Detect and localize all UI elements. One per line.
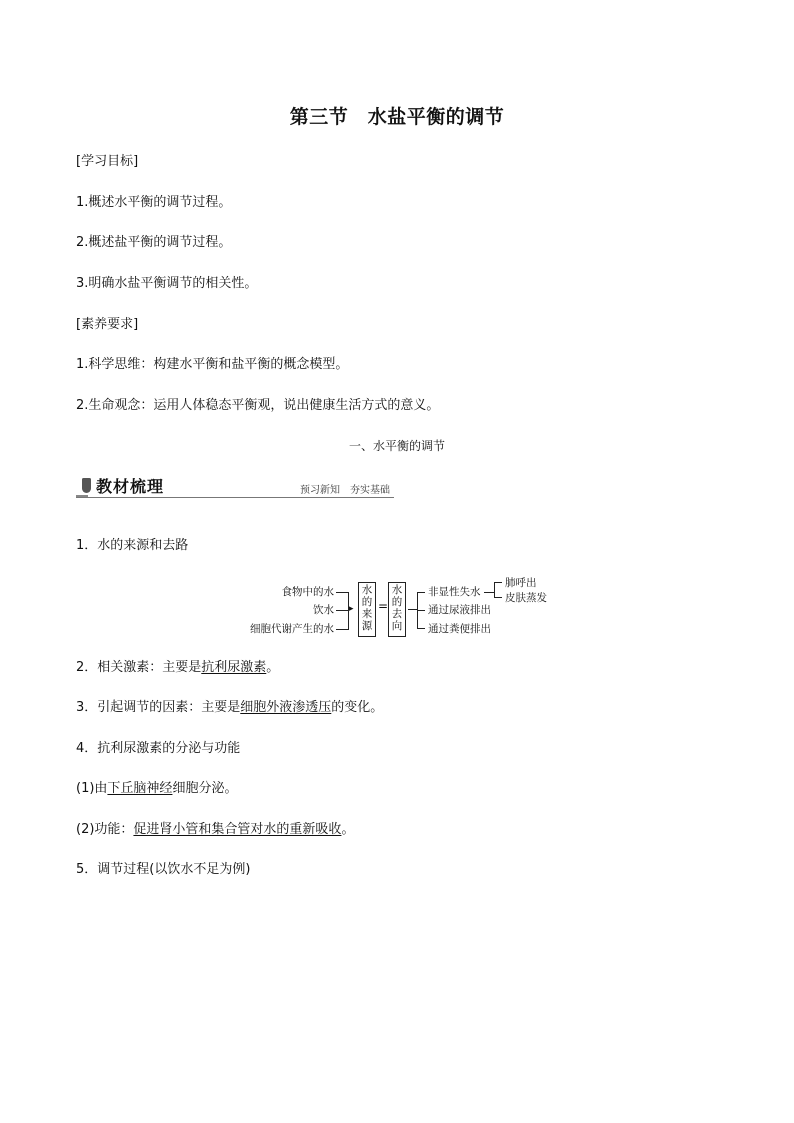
water-source-box: 水 的 来 源: [358, 582, 376, 637]
bookmark-icon: [82, 478, 91, 493]
literacy-item-2: 2.生命观念：运用人体稳态平衡观，说出健康生活方式的意义。: [76, 398, 440, 413]
point-4-2: (2)功能：促进肾小管和集合管对水的重新吸收。: [76, 822, 355, 837]
answer-osmotic-pressure: 细胞外液渗透压: [240, 700, 332, 715]
insensible-skin: 皮肤蒸发: [505, 592, 547, 604]
point-4-1: (1)由下丘脑神经细胞分泌。: [76, 781, 238, 796]
literacy-item-1: 1.科学思维：构建水平衡和盐平衡的概念模型。: [76, 357, 349, 372]
literacy-heading: [素养要求]: [76, 317, 139, 332]
answer-function: 促进肾小管和集合管对水的重新吸收: [133, 822, 342, 837]
objective-item-2: 2.概述盐平衡的调节过程。: [76, 235, 232, 250]
objective-item-1: 1.概述水平衡的调节过程。: [76, 195, 232, 210]
objectives-heading: [学习目标]: [76, 154, 139, 169]
section-banner: [76, 474, 394, 498]
sink-urine: 通过尿液排出: [428, 604, 491, 616]
water-balance-diagram: [240, 575, 560, 640]
point-2: 2．相关激素：主要是抗利尿激素。: [76, 660, 280, 675]
banner-subtitle: 预习新知 夯实基础: [300, 485, 390, 496]
point-4: 4．抗利尿激素的分泌与功能: [76, 741, 241, 756]
banner-label: 教材梳理: [96, 477, 165, 496]
source-drinking-water: 饮水: [313, 604, 334, 616]
source-metabolic-water: 细胞代谢产生的水: [250, 623, 334, 635]
banner-rule: [76, 497, 394, 498]
answer-hypothalamus: 下丘脑神经: [107, 781, 173, 796]
answer-hormone: 抗利尿激素: [201, 660, 267, 675]
point-1: 1．水的来源和去路: [76, 538, 189, 553]
water-sink-box: 水 的 去 向: [388, 582, 406, 637]
sink-insensible-loss: 非显性失水: [428, 586, 481, 598]
objective-item-3: 3.明确水盐平衡调节的相关性。: [76, 276, 258, 291]
equals-sign: =: [378, 599, 389, 613]
point-3: 3．引起调节的因素：主要是细胞外液渗透压的变化。: [76, 700, 384, 715]
source-food-water: 食物中的水: [281, 586, 334, 598]
point-5: 5．调节过程(以饮水不足为例): [76, 862, 251, 877]
insensible-lung: 肺呼出: [505, 577, 537, 589]
section-title: 一、水平衡的调节: [348, 439, 445, 453]
arrow-right-icon: ▸: [349, 604, 354, 614]
page-title: 第三节 水盐平衡的调节: [289, 106, 505, 128]
sink-feces: 通过粪便排出: [428, 623, 491, 635]
